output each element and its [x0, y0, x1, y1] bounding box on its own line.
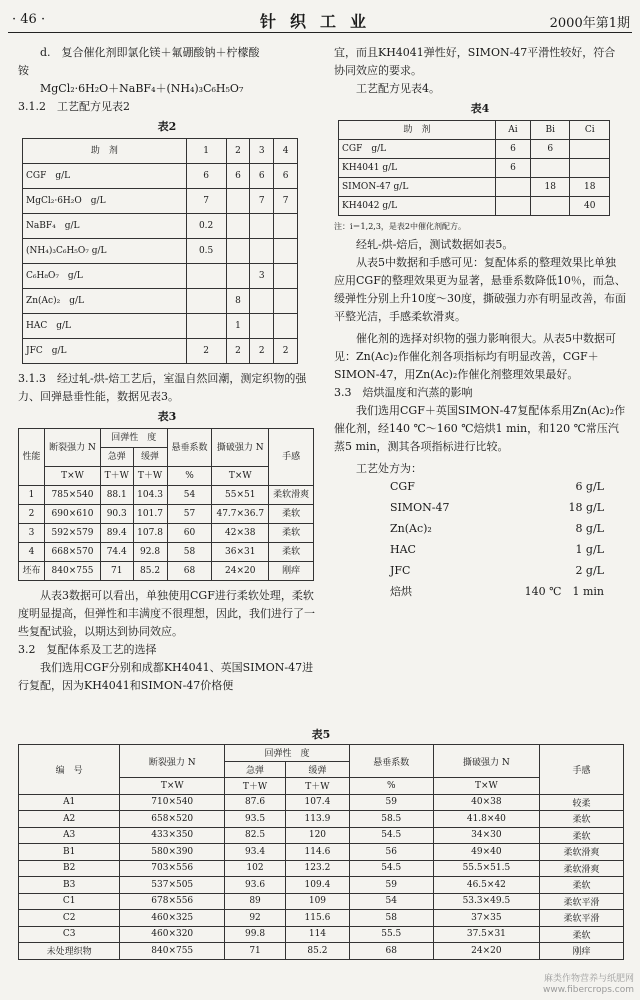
table5-cell: 柔软平滑 [540, 910, 624, 927]
table5-cell: 840×755 [120, 943, 225, 960]
table5-cell: 87.6 [225, 794, 286, 811]
table2-cell [250, 214, 274, 239]
table2-row [23, 164, 298, 189]
table5-cell: 刚痒 [540, 943, 624, 960]
t5-h-tear: 撕破强力 N [433, 745, 539, 778]
table3-cell: 柔软 [269, 505, 314, 524]
table2-row [23, 239, 298, 264]
table2-cell: 2 [274, 339, 298, 364]
table5-cell: 92 [225, 910, 286, 927]
t5-h-pct: % [349, 778, 433, 795]
t3-h-drape: 悬垂系数 [167, 429, 212, 467]
table3-cell: 柔软 [269, 543, 314, 562]
table5-cell: 较柔 [540, 794, 624, 811]
table4-cell: KH4042 g/L [339, 197, 496, 216]
table5-row [19, 893, 624, 910]
left-column [18, 44, 316, 695]
table3-cell: 785×540 [45, 486, 101, 505]
table5-cell: 柔软 [540, 877, 624, 894]
table2-header-cell: 3 [250, 139, 274, 164]
table5-cell: 柔软 [540, 811, 624, 828]
table2-cell: MgCl₂·6H₂O g/L [23, 189, 187, 214]
table5-cell: 58 [349, 910, 433, 927]
table5-cell: 537×505 [120, 877, 225, 894]
table2-row [23, 214, 298, 239]
table2-cell: 0.2 [186, 214, 226, 239]
paragraph-3-3: 我们选用CGF＋英国SIMON-47复配体系用Zn(Ac)₂作催化剂，经140 ℃～160 ℃焙烘1 min，和120 ℃常压汽蒸5 min，测其各项指标进行比较。 [334, 404, 626, 453]
table3-row [19, 524, 314, 543]
table2-caption: 表2 [157, 120, 177, 133]
table2 [22, 138, 298, 364]
table3-row [19, 486, 314, 505]
table5-cell: 柔软平滑 [540, 893, 624, 910]
t5-h-urgent: 急弹 [225, 761, 286, 778]
recipe-name: SIMON-47 [390, 501, 450, 514]
table3-cell: 85.2 [133, 562, 167, 581]
table2-header-cell: 4 [274, 139, 298, 164]
table5-cell: 55.5 [349, 926, 433, 943]
table5-cell: 41.8×40 [433, 811, 539, 828]
table4-header-cell: Bi [531, 121, 570, 140]
recipe-amount: 18 g/L [568, 501, 604, 514]
table3-cell: 24×20 [212, 562, 269, 581]
table2-cell: JFC g/L [23, 339, 187, 364]
table4-cell [570, 159, 610, 178]
table4-row [339, 197, 610, 216]
table2-cell [226, 214, 250, 239]
table2-cell: 6 [274, 164, 298, 189]
table5-cell: 703×556 [120, 860, 225, 877]
table3-caption: 表3 [157, 410, 177, 423]
table4-cell [570, 140, 610, 159]
chemical-formula: MgCl₂·6H₂O＋NaBF₄＋(NH₄)₃C₆H₅O₇ [40, 82, 244, 95]
table5-row [19, 811, 624, 828]
table2-cell: HAC g/L [23, 314, 187, 339]
paragraph-continued: 宜，而且KH4041弹性好，SIMON-47平滑性较好，符合协同效应的要求。 [334, 46, 616, 77]
table5-cell: 113.9 [286, 811, 350, 828]
table3-cell: 42×38 [212, 524, 269, 543]
t3-h-feel: 手感 [269, 429, 314, 486]
table2-cell [226, 264, 250, 289]
table4-cell [531, 197, 570, 216]
table5-cell: 未处理织物 [19, 943, 120, 960]
table3-cell: 柔软 [269, 524, 314, 543]
table2-cell [274, 214, 298, 239]
table3-cell: 3 [19, 524, 45, 543]
table5-cell: A1 [19, 794, 120, 811]
table2-header-cell: 2 [226, 139, 250, 164]
table5-row [19, 926, 624, 943]
table2-cell: 1 [226, 314, 250, 339]
table5-cell: 40×38 [433, 794, 539, 811]
table5-cell: 114.6 [286, 844, 350, 861]
table2-cell: 7 [274, 189, 298, 214]
table4-cell: 6 [531, 140, 570, 159]
table5-cell: 71 [225, 943, 286, 960]
table3-cell: 4 [19, 543, 45, 562]
table5-cell: 68 [349, 943, 433, 960]
recipe-row [334, 499, 604, 520]
table4-header-cell: 助 剂 [339, 121, 496, 140]
table5-cell: 56 [349, 844, 433, 861]
table5-cell: 82.5 [225, 827, 286, 844]
table2-row [23, 339, 298, 364]
table5-cell: 54.5 [349, 860, 433, 877]
table5-cell: 53.3×49.5 [433, 893, 539, 910]
t3-h-slow: 缓弹 [133, 448, 167, 467]
table4-header-cell: Ai [495, 121, 530, 140]
recipe-row [334, 541, 604, 562]
table5-cell: A2 [19, 811, 120, 828]
table2-cell [186, 264, 226, 289]
paragraph-table5-intro: 经轧-烘-焙后，测试数据如表5。 [356, 238, 514, 251]
table4-row [339, 159, 610, 178]
table5-cell: 120 [286, 827, 350, 844]
recipe-title: 工艺处方为： [356, 462, 422, 475]
journal-title: 针织工业 [259, 12, 380, 31]
t5-h-slow: 缓弹 [286, 761, 350, 778]
table5-cell: 49×40 [433, 844, 539, 861]
table2-cell: 2 [226, 339, 250, 364]
table3-cell: 89.4 [100, 524, 133, 543]
table3-cell: 54 [167, 486, 212, 505]
table4-cell: CGF g/L [339, 140, 496, 159]
table3-cell: 592×579 [45, 524, 101, 543]
table5-row [19, 794, 624, 811]
t3-h-tw2: T＋W [133, 467, 167, 486]
table3-cell: 71 [100, 562, 133, 581]
table3-cell: 58 [167, 543, 212, 562]
recipe-name: JFC [390, 564, 411, 577]
table5-cell: 柔软滑爽 [540, 844, 624, 861]
table3-cell: 2 [19, 505, 45, 524]
table2-cell [274, 239, 298, 264]
table5-cell: 107.4 [286, 794, 350, 811]
section-3-2: 3.2 复配体系及工艺的选择 [18, 643, 157, 656]
t3-h-urgent: 急弹 [100, 448, 133, 467]
table5 [18, 744, 624, 960]
table5-row [19, 827, 624, 844]
table5-cell: 109 [286, 893, 350, 910]
table5-cell: 85.2 [286, 943, 350, 960]
table4-cell [495, 197, 530, 216]
table5-cell: 710×540 [120, 794, 225, 811]
recipe-row [334, 583, 604, 604]
table3-cell: 刚痒 [269, 562, 314, 581]
recipe-name: HAC [390, 543, 416, 556]
table3-cell: 668×570 [45, 543, 101, 562]
t5-h-break: 断裂强力 N [120, 745, 225, 778]
table4-cell: SIMON-47 g/L [339, 178, 496, 197]
table2-cell [226, 189, 250, 214]
table5-cell: 89 [225, 893, 286, 910]
table2-cell [226, 239, 250, 264]
table5-cell: C3 [19, 926, 120, 943]
table4-caption: 表4 [470, 102, 490, 115]
table3 [18, 428, 314, 581]
table2-cell: C₆H₈O₇ g/L [23, 264, 187, 289]
table3-row [19, 543, 314, 562]
table5-cell: 460×320 [120, 926, 225, 943]
table2-header-cell: 助 剂 [23, 139, 187, 164]
paragraph-analysis-2: 催化剂的选择对织物的强力影响很大。从表5中数据可见：Zn(Ac)₂作催化剂各项指标均有明显改善，CGF＋SIMON-47，用Zn(Ac)₂作催化剂整理效果最好。 [334, 332, 616, 381]
table3-cell: 107.8 [133, 524, 167, 543]
table3-cell: 36×31 [212, 543, 269, 562]
table2-cell [274, 264, 298, 289]
table2-cell: 0.5 [186, 239, 226, 264]
table5-cell: B1 [19, 844, 120, 861]
section-3-1-2: 3.1.2 工艺配方见表2 [18, 100, 130, 113]
table5-cell: 115.6 [286, 910, 350, 927]
table5-cell: 柔软滑爽 [540, 860, 624, 877]
table2-cell: 2 [250, 339, 274, 364]
table2-cell: (NH₄)₃C₆H₅O₇ g/L [23, 239, 187, 264]
table3-cell: 88.1 [100, 486, 133, 505]
table4-cell: 18 [570, 178, 610, 197]
table3-cell: 55×51 [212, 486, 269, 505]
table4 [338, 120, 610, 216]
table5-cell: 433×350 [120, 827, 225, 844]
recipe-row [334, 478, 604, 499]
table3-cell: 101.7 [133, 505, 167, 524]
table5-cell: 93.5 [225, 811, 286, 828]
table4-cell [531, 159, 570, 178]
table5-cell: 460×325 [120, 910, 225, 927]
page-header [8, 6, 632, 33]
t3-h-pct: % [167, 467, 212, 486]
table5-cell: 678×556 [120, 893, 225, 910]
t3-h-break-unit: T×W [45, 467, 101, 486]
t5-h-tw2: T＋W [286, 778, 350, 795]
table5-cell: B2 [19, 860, 120, 877]
table3-cell: 74.4 [100, 543, 133, 562]
table3-cell: 104.3 [133, 486, 167, 505]
table5-cell: 109.4 [286, 877, 350, 894]
t3-h-break: 断裂强力 N [45, 429, 101, 467]
table5-cell: 59 [349, 794, 433, 811]
table3-cell: 柔软滑爽 [269, 486, 314, 505]
table5-cell: 102 [225, 860, 286, 877]
table5-cell: 93.6 [225, 877, 286, 894]
t5-h-recovery: 回弹性 度 [225, 745, 350, 762]
table5-cell: 37.5×31 [433, 926, 539, 943]
table2-cell [274, 289, 298, 314]
t5-h-break-unit: T×W [120, 778, 225, 795]
table4-header-row [339, 121, 610, 140]
table5-row [19, 943, 624, 960]
table4-cell [495, 178, 530, 197]
table2-cell: NaBF₄ g/L [23, 214, 187, 239]
table5-row [19, 910, 624, 927]
table2-cell [186, 314, 226, 339]
table5-cell: 37×35 [433, 910, 539, 927]
table5-cell: 93.4 [225, 844, 286, 861]
table3-cell: 840×755 [45, 562, 101, 581]
table5-cell: 46.5×42 [433, 877, 539, 894]
table5-cell: C1 [19, 893, 120, 910]
t5-h-feel: 手感 [540, 745, 624, 795]
table2-cell: CGF g/L [23, 164, 187, 189]
t3-h-tw1: T＋W [100, 467, 133, 486]
table5-cell: 114 [286, 926, 350, 943]
table5-cell: 55.5×51.5 [433, 860, 539, 877]
table3-cell: 68 [167, 562, 212, 581]
section-3-3: 3.3 焙烘温度和汽蒸的影响 [334, 386, 473, 399]
paragraph-3-2: 我们选用CGF分别和成都KH4041、英国SIMON-47进行复配，因为KH4041和SIMON-47价格便 [18, 661, 314, 692]
table4-cell: 18 [531, 178, 570, 197]
table2-cell [250, 239, 274, 264]
t3-h-no: 性能 [19, 429, 45, 486]
right-column [334, 44, 626, 604]
table3-row [19, 505, 314, 524]
table2-cell: 2 [186, 339, 226, 364]
table5-cell: 34×30 [433, 827, 539, 844]
table3-cell: 47.7×36.7 [212, 505, 269, 524]
table5-cell: A3 [19, 827, 120, 844]
table3-cell: 57 [167, 505, 212, 524]
table5-caption: 表5 [311, 728, 331, 741]
table5-cell: 24×20 [433, 943, 539, 960]
page-number: · 46 · [12, 12, 46, 27]
table3-cell: 690×610 [45, 505, 101, 524]
table2-cell: Zn(Ac)₂ g/L [23, 289, 187, 314]
recipe-amount: 140 ℃ 1 min [524, 585, 604, 598]
table2-cell: 6 [186, 164, 226, 189]
t3-h-tear-unit: T×W [212, 467, 269, 486]
recipe-amount: 2 g/L [575, 564, 604, 577]
issue-label: 2000年第1期 [549, 16, 630, 31]
item-d-line2: 铵 [18, 64, 29, 77]
table3-cell: 60 [167, 524, 212, 543]
table4-cell: 6 [495, 159, 530, 178]
table2-row [23, 289, 298, 314]
table4-cell: 6 [495, 140, 530, 159]
recipe-amount: 6 g/L [575, 480, 604, 493]
table3-cell: 坯布 [19, 562, 45, 581]
table2-cell [250, 289, 274, 314]
table5-row [19, 844, 624, 861]
t5-h-no: 编 号 [19, 745, 120, 795]
recipe-amount: 1 g/L [575, 543, 604, 556]
table4-intro: 工艺配方见表4。 [356, 82, 440, 95]
paragraph-analysis-1: 从表5中数据和手感可见：复配体系的整理效果比单独应用CGF的整理效果更为显著，悬垂系数降低10％，而急、缓弹性分别上升10度～30度，撕破强力亦有明显改善，布面平整光洁，手感柔软滑爽。 [334, 256, 626, 323]
table5-cell: 123.2 [286, 860, 350, 877]
watermark-line2: www.fibercrops.com [543, 985, 634, 995]
table5-cell: 580×390 [120, 844, 225, 861]
section-3-1-3: 3.1.3 经过轧-烘-焙工艺后，室温自然回潮，测定织物的强力、回弹悬垂性能，数据见表3。 [18, 372, 307, 403]
table5-cell: 658×520 [120, 811, 225, 828]
t3-h-recovery: 回弹性 度 [100, 429, 167, 448]
t5-h-tw1: T＋W [225, 778, 286, 795]
table4-note: 注：i＝1,2,3，是表2中催化剂配方。 [334, 222, 467, 231]
table2-header-cell: 1 [186, 139, 226, 164]
table2-cell: 3 [250, 264, 274, 289]
table5-cell: B3 [19, 877, 120, 894]
table5-cell: 柔软 [540, 926, 624, 943]
table4-header-cell: Ci [570, 121, 610, 140]
table2-cell: 6 [226, 164, 250, 189]
table2-cell [274, 314, 298, 339]
table4-row [339, 140, 610, 159]
table5-cell: 54 [349, 893, 433, 910]
table5-cell: 58.5 [349, 811, 433, 828]
table2-cell: 7 [186, 189, 226, 214]
watermark-line1: 麻类作物营养与纸肥网 [543, 974, 634, 984]
table5-cell: 柔软 [540, 827, 624, 844]
table2-cell [186, 289, 226, 314]
table4-cell: 40 [570, 197, 610, 216]
table3-cell: 1 [19, 486, 45, 505]
table3-cell: 90.3 [100, 505, 133, 524]
t5-h-drape: 悬垂系数 [349, 745, 433, 778]
table2-cell: 6 [250, 164, 274, 189]
table2-row [23, 189, 298, 214]
table3-row [19, 562, 314, 581]
recipe-name: CGF [390, 480, 415, 493]
recipe-name: 焙烘 [390, 585, 412, 598]
table2-cell: 8 [226, 289, 250, 314]
t5-h-tear-unit: T×W [433, 778, 539, 795]
table5-block [18, 724, 624, 960]
recipe-name: Zn(Ac)₂ [390, 522, 432, 535]
recipe-list [334, 478, 604, 604]
table2-cell: 7 [250, 189, 274, 214]
table2-cell [250, 314, 274, 339]
table5-row [19, 877, 624, 894]
table5-cell: 54.5 [349, 827, 433, 844]
table2-row [23, 314, 298, 339]
table4-row [339, 178, 610, 197]
table3-cell: 92.8 [133, 543, 167, 562]
recipe-row [334, 520, 604, 541]
paragraph-after-table3: 从表3数据可以看出，单独使用CGF进行柔软处理，柔软度明显提高，但弹性和丰满度不很理想，因此，我们进行了一些复配试验，以期达到协同效应。 [18, 589, 315, 638]
recipe-row [334, 562, 604, 583]
table5-row [19, 860, 624, 877]
t3-h-tear: 撕破强力 N [212, 429, 269, 467]
table5-cell: C2 [19, 910, 120, 927]
table4-cell: KH4041 g/L [339, 159, 496, 178]
recipe-amount: 8 g/L [575, 522, 604, 535]
table2-header-row [23, 139, 298, 164]
watermark [543, 974, 634, 996]
item-d-line1: d. 复合催化剂即氯化镁＋氟硼酸钠＋柠檬酸 [40, 46, 260, 59]
table5-cell: 59 [349, 877, 433, 894]
table2-row [23, 264, 298, 289]
table5-cell: 99.8 [225, 926, 286, 943]
